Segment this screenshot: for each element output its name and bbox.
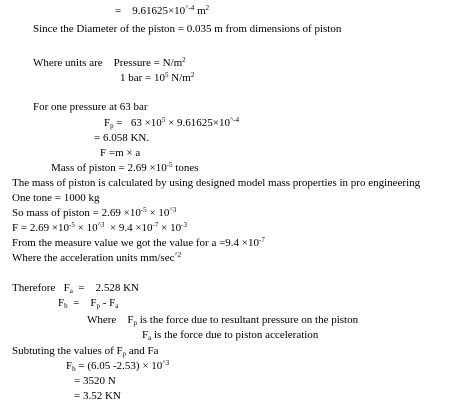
mass-calc-line: The mass of piston is calculated by using designed model mass properties in pro engineering xyxy=(12,177,421,189)
mass-piston-line: Mass of piston = $2.69 \times 10^{-5}$ tones xyxy=(51,161,199,174)
fb-equation: Fb = Fp - Fa xyxy=(58,297,119,310)
where-fa-line: Fa is the force due to piston acceleration xyxy=(142,329,319,342)
diameter-line: Since the Diameter of the piston = 0.035 m from dimensions of piston xyxy=(33,23,342,35)
f-ma-line: F =m × a xyxy=(100,147,141,159)
result-kilonewton-line: = 3.52 KN xyxy=(74,390,121,402)
force-calc-line: $F = 2.69 \times 10^{-5} \times 10^{\^{}3} \times 9.4 \times 10^{-7} \times 10^{-3}$ xyxy=(12,221,187,234)
accel-units-line: Where the acceleration units $mm/\sec^{\^{}2}$ xyxy=(12,251,182,264)
units-bar-line: 1 bar = $10^5$ $N/m^2$ xyxy=(120,71,195,84)
one-pressure-line: For one pressure at 63 bar xyxy=(33,101,148,113)
fp-result: = 6.058 KN. xyxy=(94,132,150,144)
units-pressure-line: Where units are Pressure = $N/m^2$ xyxy=(33,56,186,69)
one-tone-line: One tone = 1000 kg xyxy=(12,192,100,204)
therefore-line: Therefore Fa = 2.528 KN xyxy=(12,282,139,295)
result-newton-line: = 3520 N xyxy=(74,375,116,387)
where-fp-line: Where Fp is the force due to resultant pressure on the piston xyxy=(87,314,359,327)
substitution-line: Subtuting the values of Fp and Fa xyxy=(12,345,159,358)
area-equation: = $9.61625\times 10^{\^{}-4}$ $m^2$ xyxy=(115,4,210,17)
measure-line: From the measure value we got the value for $a =9.4 \times 10^{-7}$ xyxy=(12,236,265,249)
fb-calc-line: Fb = (6.05 $-2.53) \times 10^{\^{}3}$ xyxy=(66,359,170,373)
so-mass-line: So mass of piston = $2.69 \times 10^{-5} \times 10^{\^{}3}$ xyxy=(12,206,177,219)
fp-equation: Fp = $63 \times 10^5 \times 9.61625\times 10^{\^{}-4}$ xyxy=(104,116,240,130)
